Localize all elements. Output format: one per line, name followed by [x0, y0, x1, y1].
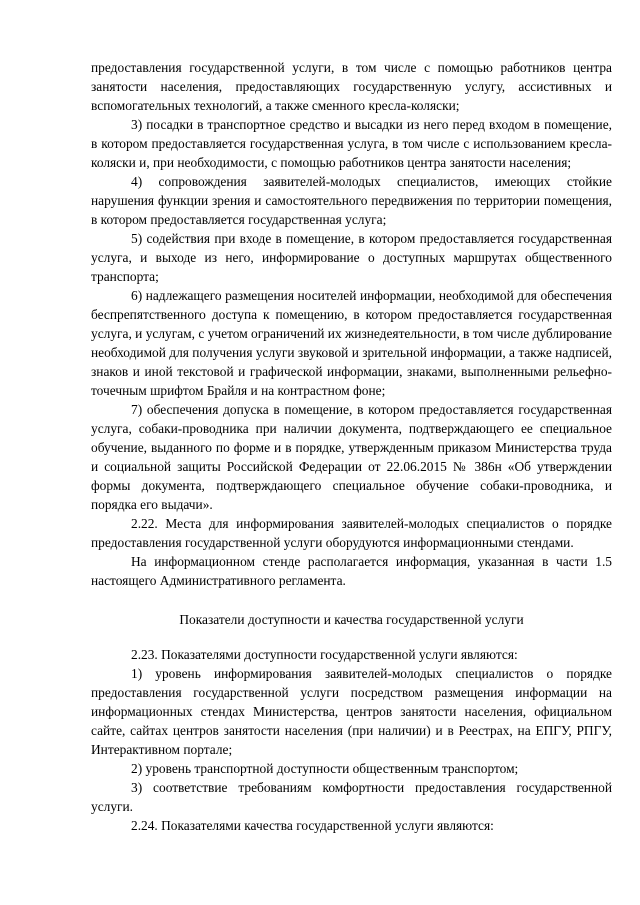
section-heading: Показатели доступности и качества государственной услуги — [179, 612, 524, 627]
paragraph-continuation: предоставления государственной услуги, в том числе с помощью работников центра занятости населения, предоставляющих государственную услугу, ассистивных и вспомогательных технологий, а также сменного кресла-коляски; — [91, 60, 612, 113]
paragraph-item-3: 3) посадки в транспортное средство и высадки из него перед входом в помещение, в котором предоставляется государственная услуга, в том числе с использованием кресла-коляски и, при необходимости, с помощью работников центра занятости населения; — [91, 117, 612, 170]
paragraph-2-24: 2.24. Показателями качества государственной услуги являются: — [131, 818, 494, 833]
paragraph-indicator-3: 3) соответствие требованиям комфортности предоставления государственной услуги. — [91, 780, 612, 814]
paragraph-item-6: 6) надлежащего размещения носителей информации, необходимой для обеспечения беспрепятственного доступа к помещению, в котором предоставляется государственная услуга, и услугам, с учетом ограничений их жизнедеятельности, в том числе дублирование необходимой для получения услуги звуковой и зрительной информации, а также надписей, знаков и иной текстовой и графической информации, знаками, выполненными рельефно-точечным шрифтом Брайля и на контрастном фоне; — [91, 288, 612, 398]
paragraph-2-22: 2.22. Места для информирования заявителей-молодых специалистов о порядке предоставления государственной услуги оборудуются информационными стендами. — [91, 516, 612, 550]
paragraph-item-5: 5) содействия при входе в помещение, в котором предоставляется государственная услуга, и выходе из него, информирование о доступных маршрутах общественного транспорта; — [91, 231, 612, 284]
paragraph-indicator-2: 2) уровень транспортной доступности общественным транспортом; — [131, 761, 519, 776]
paragraph-indicator-1: 1) уровень информирования заявителей-молодых специалистов о порядке предоставления государственной услуги посредством размещения информации на информационных стендах Министерства, центров занятости населения, официальном сайте, сайтах центров занятости населения (при наличии) и в Реестрах, на ЕПГУ, РПГУ, Интерактивном портале; — [91, 666, 612, 757]
paragraph-info-stand: На информационном стенде располагается информация, указанная в части 1.5 настоящего Административного регламента. — [91, 554, 612, 588]
paragraph-item-4: 4) сопровождения заявителей-молодых специалистов, имеющих стойкие нарушения функции зрения и самостоятельного передвижения по территории помещения, в котором предоставляется государственная услуга; — [91, 174, 612, 227]
paragraph-item-7: 7) обеспечения допуска в помещение, в котором предоставляется государственная услуга, собаки-проводника при наличии документа, подтверждающего ее специальное обучение, выданного по форме и в порядке, утвержденным приказом Министерства труда и социальной защиты Российской Федерации от 22.06.2015 № 386н «Об утверждении формы документа, подтверждающего специальное обучение собаки-проводника, и порядка его выдачи». — [91, 402, 612, 512]
paragraph-2-23: 2.23. Показателями доступности государственной услуги являются: — [131, 647, 518, 662]
